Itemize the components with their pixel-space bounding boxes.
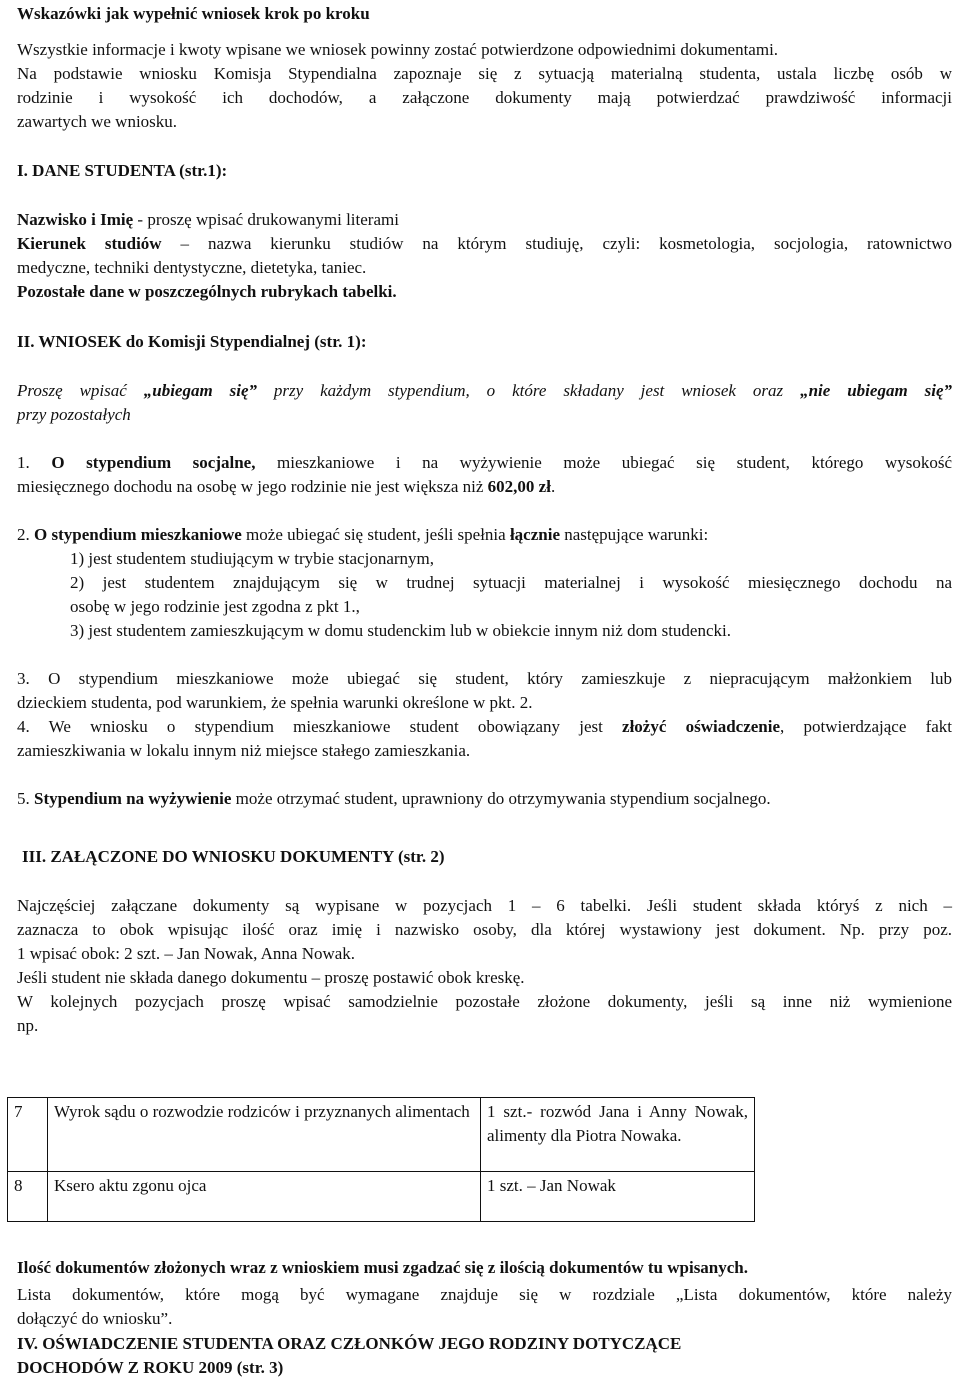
point-5: 5. Stypendium na wyżywienie może otrzymać student, uprawniony do otrzymywania stypendium socjalnego.	[17, 789, 771, 808]
docs-line-1: Najczęściej załączane dokumenty są wypisane w pozycjach 1 – 6 tabelki. Jeśli student składa któryś z nich –	[17, 896, 952, 915]
section-4-title: IV. OŚWIADCZENIE STUDENTA ORAZ CZŁONKÓW JEGO RODZINY DOTYCZĄCE	[17, 1334, 682, 1353]
point-2-condition-3: 3) jest studentem zamieszkującym w domu studenckim lub w obiekcie innym niż dom studencki.	[70, 621, 731, 640]
course-instruction-cont: medyczne, techniki dentystyczne, dietetyka, taniec.	[17, 258, 367, 277]
docs-line-4: Jeśli student nie składa danego dokumentu – proszę postawić obok kreskę.	[17, 968, 525, 987]
intro-line-1: Wszystkie informacje i kwoty wpisane we wniosek powinny zostać potwierdzone odpowiednimi dokumentami.	[17, 40, 779, 59]
count-match-note: Ilość dokumentów złożonych wraz z wnioskiem musi zgadzać się z ilością dokumentów tu wpisanych.	[17, 1258, 749, 1277]
section-2-title: II. WNIOSEK do Komisji Stypendialnej (str. 1):	[17, 332, 367, 351]
other-data-note: Pozostałe dane w poszczególnych rubrykach tabelki.	[17, 282, 397, 301]
docs-line-5: W kolejnych pozycjach proszę wpisać samodzielnie pozostałe złożone dokumenty, jeśli są inne niż wymienione	[17, 992, 952, 1011]
point-2-condition-2-cont: osobę w jego rodzinie jest zgodna z pkt 1.,	[70, 597, 360, 616]
table-row	[8, 1098, 755, 1172]
point-2-condition-2: 2) jest studentem znajdującym się w trudnej sytuacji materialnej i wysokość miesięcznego dochodu na	[70, 573, 952, 592]
row-number: 8	[8, 1172, 48, 1222]
section-4-title-cont: DOCHODÓW Z ROKU 2009 (str. 3)	[17, 1358, 284, 1377]
point-3: 3. O stypendium mieszkaniowe może ubiegać się student, który zamieszkuje z niepracującym małżonkiem lub	[17, 669, 952, 688]
point-3-cont: dzieckiem studenta, pod warunkiem, że spełnia warunki określone w pkt. 2.	[17, 693, 533, 712]
point-1-cont: miesięcznego dochodu na osobę w jego rodzinie nie jest większa niż 602,00 zł.	[17, 477, 556, 496]
section-1-title: I. DANE STUDENTA (str.1):	[17, 161, 228, 180]
document-name: Wyrok sądu o rozwodzie rodziców i przyznanych alimentach	[48, 1098, 481, 1172]
point-1: 1. O stypendium socjalne, mieszkaniowe i na wyżywienie może ubiegać się student, którego wysokość	[17, 453, 953, 472]
document-note: 1 szt. – Jan Nowak	[481, 1172, 755, 1222]
point-2-condition-1: 1) jest studentem studiującym w trybie stacjonarnym,	[70, 549, 435, 568]
table-row	[8, 1172, 755, 1222]
document-name: Ksero aktu zgonu ojca	[48, 1172, 481, 1222]
intro-line-3: rodzinie i wysokość ich dochodów, a załączone dokumenty mają potwierdzać prawdziwość informacji	[17, 88, 952, 107]
docs-line-2: zaznacza to obok wpisując ilość oraz imię i nazwisko osoby, dla której wystawiony jest dokument. Np. przy poz.	[17, 920, 952, 939]
document-note: 1 szt.- rozwód Jana i Anny Nowak, alimenty dla Piotra Nowaka.	[481, 1098, 755, 1172]
point-2: 2. O stypendium mieszkaniowe może ubiegać się student, jeśli spełnia łącznie następujące warunki:	[17, 525, 709, 544]
document-list-note: Lista dokumentów, które mogą być wymagane znajduje się w rozdziale „Lista dokumentów, które należy	[17, 1285, 952, 1304]
intro-line-2: Na podstawie wniosku Komisja Stypendialna zapoznaje się z sytuacją materialną studenta, ustala liczbę osób w	[17, 64, 952, 83]
docs-line-3: 1 wpisać obok: 2 szt. – Jan Nowak, Anna Nowak.	[17, 944, 356, 963]
docs-line-6: np.	[17, 1016, 39, 1035]
section-3-title: III. ZAŁĄCZONE DO WNIOSKU DOKUMENTY (str. 2)	[22, 847, 445, 866]
application-instruction: Proszę wpisać „ubiegam się” przy każdym stypendium, o które składany jest wniosek oraz „nie ubiegam się”	[17, 381, 952, 400]
point-4: 4. We wniosku o stypendium mieszkaniowe student obowiązany jest złożyć oświadczenie, potwierdzające fakt	[17, 717, 952, 736]
course-instruction: Kierunek studiów – nazwa kierunku studiów na którym studiuję, czyli: kosmetologia, socjologia, ratownictwo	[17, 234, 952, 253]
page-title: Wskazówki jak wypełnić wniosek krok po kroku	[17, 4, 370, 23]
intro-line-4: zawartych we wniosku.	[17, 112, 178, 131]
documents-table	[7, 1097, 755, 1222]
row-number: 7	[8, 1098, 48, 1172]
document-list-note-cont: dołączyć do wniosku”.	[17, 1309, 173, 1328]
name-instruction: Nazwisko i Imię - proszę wpisać drukowanymi literami	[17, 210, 399, 229]
point-4-cont: zamieszkiwania w lokalu innym niż miejsce stałego zamieszkania.	[17, 741, 471, 760]
application-instruction-cont: przy pozostałych	[17, 405, 131, 424]
